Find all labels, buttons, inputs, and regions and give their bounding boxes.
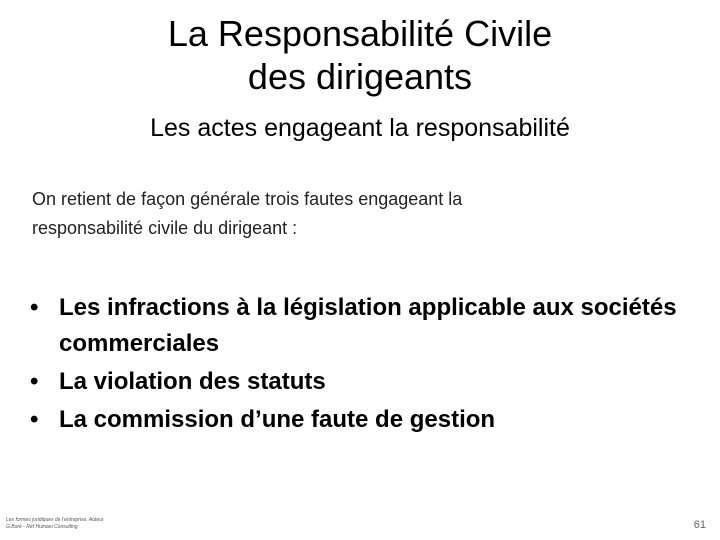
bullet-label: La violation des statuts [59, 368, 326, 395]
footer-line-2: G.Boré - Réf Humani Consulting [6, 523, 78, 530]
page-number: 61 [693, 519, 706, 531]
bullet-list [30, 290, 680, 440]
bullet-item [30, 402, 680, 438]
bullet-icon: • [30, 294, 39, 321]
slide-title [90, 12, 630, 98]
bullet-icon: • [30, 368, 39, 395]
title-line-1: La Responsabilité Civile [167, 13, 553, 54]
footer-credit [6, 517, 146, 531]
bullet-item [30, 364, 680, 400]
intro-line-2: responsabilité civile du dirigeant : [32, 217, 298, 238]
intro-paragraph [32, 185, 632, 243]
intro-line-1: On retient de façon générale trois fautes engageant la [32, 189, 463, 209]
title-line-2: des dirigeants [247, 56, 473, 98]
slide-subtitle: Les actes engageant la responsabilité [150, 114, 570, 142]
bullet-label: La commission d’une faute de gestion [59, 406, 496, 433]
bullet-label: Les infractions à la législation applicable aux sociétés commerciales [59, 294, 677, 357]
bullet-icon: • [30, 406, 39, 433]
bullet-item [30, 290, 680, 362]
footer-line-1: Les formes juridiques de l’entreprise. Auteur [6, 517, 104, 523]
